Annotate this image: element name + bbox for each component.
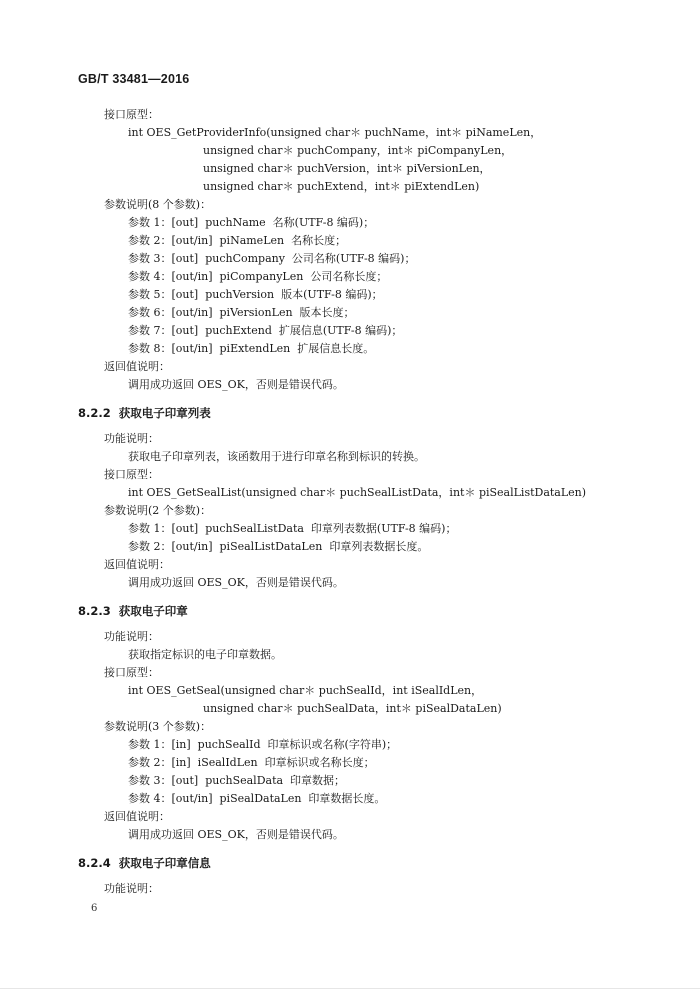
function-description-text: 获取电子印章列表，该函数用于进行印章名称到标识的转换。 [128, 450, 425, 463]
parameter-line: 参数 8：[out/in] piExtendLen 扩展信息长度。 [128, 342, 375, 355]
code-line: unsigned char＊ puchCompany，int＊ piCompanyLen， [203, 144, 513, 157]
label-function-description: 功能说明： [104, 630, 159, 643]
label-function-description: 功能说明： [104, 882, 159, 895]
parameter-line: 参数 3：[out] puchCompany 公司名称(UTF-8 编码)； [128, 252, 416, 265]
code-line: int OES_GetSealList(unsigned char＊ puchSealListData，int＊ piSealListDataLen) [128, 486, 587, 499]
return-value-text: 调用成功返回 OES_OK，否则是错误代码。 [128, 378, 344, 391]
label-return-value: 返回值说明： [104, 810, 170, 823]
parameter-line: 参数 1：[out] puchName 名称(UTF-8 编码)； [128, 216, 375, 229]
label-function-description: 功能说明： [104, 432, 159, 445]
parameter-line: 参数 7：[out] puchExtend 扩展信息(UTF-8 编码)； [128, 324, 403, 337]
parameter-line: 参数 6：[out/in] piVersionLen 版本长度； [128, 306, 355, 319]
parameter-line: 参数 5：[out] puchVersion 版本(UTF-8 编码)； [128, 288, 383, 301]
section-heading: 8.2.4 获取电子印章信息 [78, 856, 211, 870]
label-return-value: 返回值说明： [104, 360, 170, 373]
label-parameter-description: 参数说明(3 个参数)： [104, 720, 212, 733]
code-line: int OES_GetSeal(unsigned char＊ puchSealId，int iSealIdLen， [128, 684, 483, 697]
section-heading: 8.2.3 获取电子印章 [78, 604, 188, 618]
parameter-line: 参数 2：[out/in] piSealListDataLen 印章列表数据长度。 [128, 540, 429, 553]
parameter-line: 参数 1：[in] puchSealId 印章标识或名称(字符串)； [128, 738, 398, 751]
parameter-line: 参数 2：[out/in] piNameLen 名称长度； [128, 234, 347, 247]
parameter-line: 参数 4：[out/in] piCompanyLen 公司名称长度； [128, 270, 388, 283]
parameter-line: 参数 2：[in] iSealIdLen 印章标识或名称长度； [128, 756, 375, 769]
section-heading: 8.2.2 获取电子印章列表 [78, 406, 211, 420]
label-interface-prototype: 接口原型： [104, 108, 159, 121]
page-edge-divider [0, 988, 700, 989]
page-number: 6 [91, 903, 98, 914]
code-line: unsigned char＊ puchVersion，int＊ piVersionLen， [203, 162, 491, 175]
label-interface-prototype: 接口原型： [104, 666, 159, 679]
label-parameter-description: 参数说明(2 个参数)： [104, 504, 212, 517]
return-value-text: 调用成功返回 OES_OK，否则是错误代码。 [128, 828, 344, 841]
label-interface-prototype: 接口原型： [104, 468, 159, 481]
parameter-line: 参数 4：[out/in] piSealDataLen 印章数据长度。 [128, 792, 386, 805]
standard-code-header: GB/T 33481—2016 [78, 72, 190, 86]
parameter-line: 参数 3：[out] puchSealData 印章数据； [128, 774, 346, 787]
code-line: int OES_GetProviderInfo(unsigned char＊ puchName，int＊ piNameLen， [128, 126, 542, 139]
return-value-text: 调用成功返回 OES_OK，否则是错误代码。 [128, 576, 344, 589]
code-line: unsigned char＊ puchExtend，int＊ piExtendLen) [203, 180, 480, 193]
label-parameter-description: 参数说明(8 个参数)： [104, 198, 212, 211]
function-description-text: 获取指定标识的电子印章数据。 [128, 648, 282, 661]
code-line: unsigned char＊ puchSealData，int＊ piSealDataLen) [203, 702, 502, 715]
parameter-line: 参数 1：[out] puchSealListData 印章列表数据(UTF-8 编码)； [128, 522, 457, 535]
label-return-value: 返回值说明： [104, 558, 170, 571]
